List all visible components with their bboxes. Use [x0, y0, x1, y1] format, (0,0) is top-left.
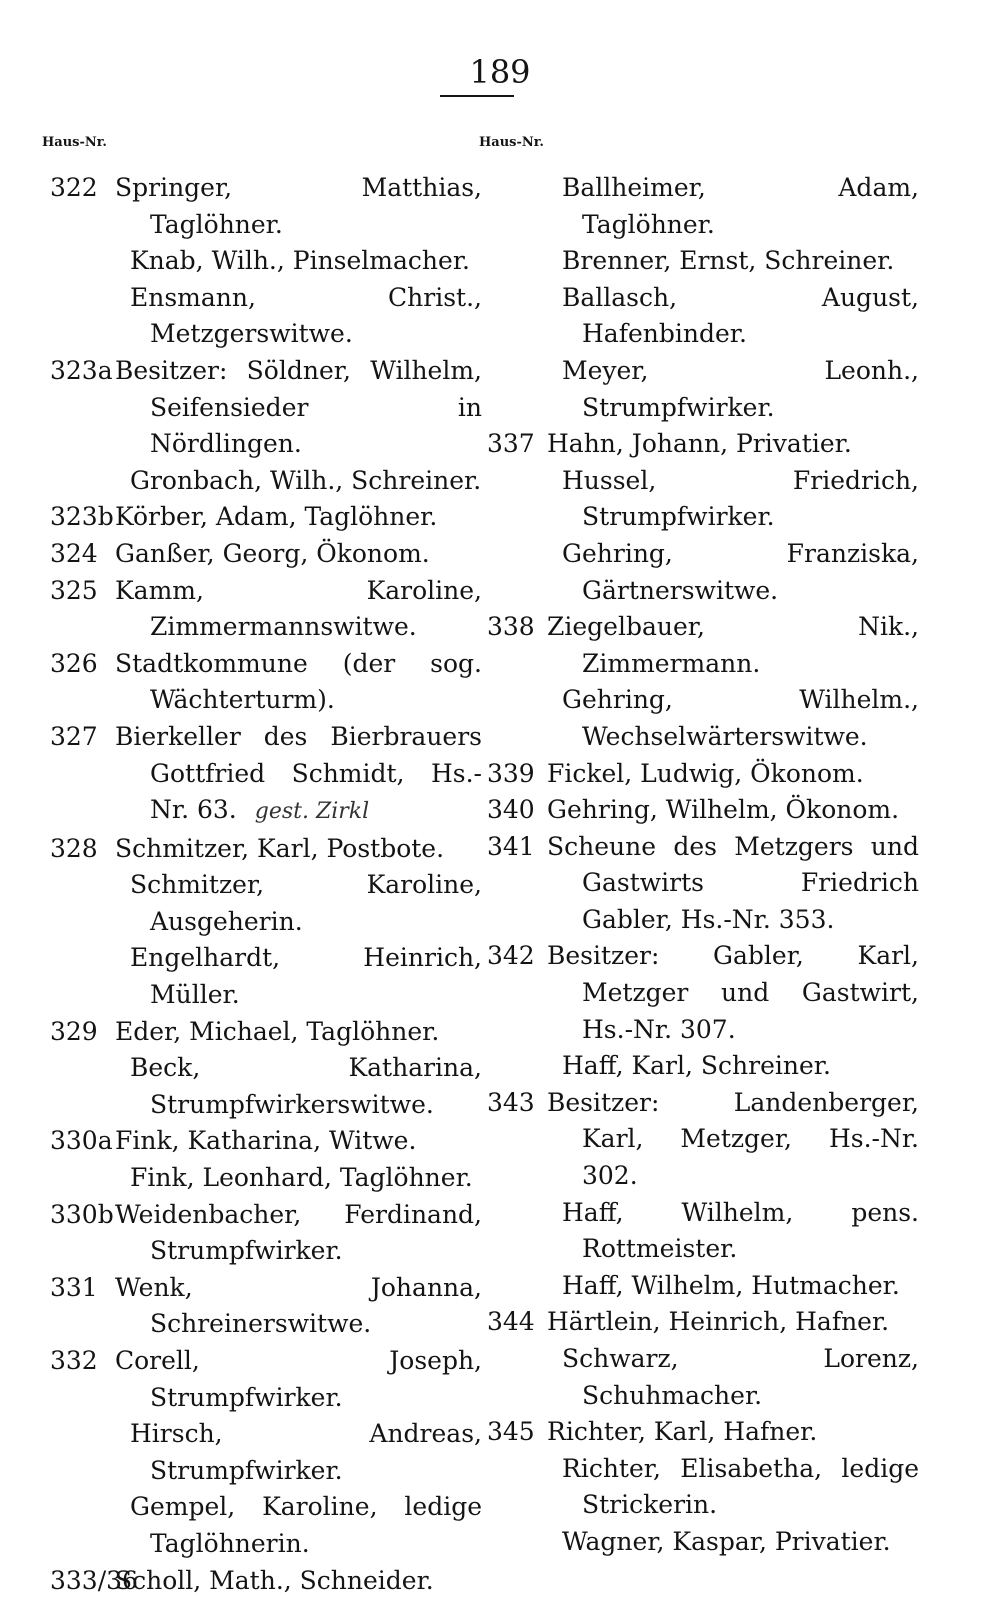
- resident-text: Härtlein, Heinrich, Hafner.: [547, 1307, 890, 1337]
- house-number: 337: [487, 429, 535, 459]
- directory-entry: [487, 938, 919, 1048]
- house-number: 323a: [50, 355, 113, 385]
- right-entries: [487, 170, 919, 1561]
- house-number: 330b: [50, 1199, 114, 1229]
- resident-text: Ganßer, Georg, Ökonom.: [115, 538, 430, 568]
- resident-text: Eder, Michael, Taglöhner.: [115, 1016, 440, 1046]
- house-number: 323b: [50, 502, 114, 532]
- directory-entry: [50, 1050, 482, 1123]
- resident-text: Gehring, Wilhelm, Ökonom.: [547, 795, 900, 825]
- resident-text: Stadtkommune (der sog. Wächterturm).: [115, 648, 482, 715]
- resident-text: Besitzer: Landenberger, Karl, Metzger, Hs.-Nr. 302.: [547, 1087, 919, 1191]
- house-number: 328: [50, 833, 98, 863]
- directory-entry: [487, 353, 919, 426]
- house-number: 326: [50, 648, 98, 678]
- resident-text: Beck, Katharina, Strumpfwirkerswitwe.: [130, 1053, 482, 1119]
- resident-text: Hirsch, Andreas, Strumpfwirker.: [130, 1419, 482, 1485]
- directory-entry: [50, 536, 482, 573]
- resident-text: Corell, Joseph, Strumpfwirker.: [115, 1346, 482, 1412]
- directory-entry: [487, 1451, 919, 1524]
- house-number: 340: [487, 795, 535, 825]
- house-number: 344: [487, 1307, 535, 1337]
- right-column: [479, 135, 919, 1561]
- resident-text: Scholl, Math., Schneider.: [115, 1565, 434, 1595]
- resident-text: Wagner, Kaspar, Privatier.: [562, 1526, 891, 1556]
- directory-entry: [487, 792, 919, 829]
- directory-entry: [487, 170, 919, 243]
- house-number: 339: [487, 758, 535, 788]
- resident-text: Fink, Leonhard, Taglöhner.: [130, 1163, 473, 1193]
- directory-entry: [50, 1197, 482, 1270]
- resident-text: Meyer, Leonh., Strumpfwirker.: [562, 355, 919, 422]
- resident-text: Engelhardt, Heinrich, Müller.: [130, 943, 482, 1010]
- resident-text: Fink, Katharina, Witwe.: [115, 1126, 417, 1156]
- resident-text: Haff, Wilhelm, Hutmacher.: [562, 1270, 900, 1300]
- directory-entry: [50, 867, 482, 940]
- directory-entry: [487, 1195, 919, 1268]
- resident-text: Haff, Wilhelm, pens. Rottmeister.: [562, 1197, 919, 1264]
- house-number: 327: [50, 721, 98, 751]
- directory-entry: [487, 1414, 919, 1451]
- directory-entry: [487, 243, 919, 280]
- directory-entry: [487, 426, 919, 463]
- directory-entry: [487, 1341, 919, 1414]
- directory-entry: [50, 1160, 482, 1197]
- directory-entry: [50, 499, 482, 536]
- handwritten-note: gest. Zirkl: [254, 799, 370, 825]
- resident-text: Gehring, Franziska, Gärtnerswitwe.: [562, 538, 919, 605]
- directory-entry: [487, 280, 919, 353]
- directory-entry: [50, 1123, 482, 1160]
- directory-entry: [50, 353, 482, 463]
- house-number: 325: [50, 575, 98, 605]
- resident-text: Springer, Matthias, Taglöhner.: [115, 173, 482, 239]
- resident-text: Richter, Elisabetha, ledige Strickerin.: [562, 1453, 919, 1520]
- left-entries: [50, 170, 482, 1599]
- resident-text: Ensmann, Christ., Metzgerswitwe.: [130, 282, 482, 349]
- directory-entry: [487, 463, 919, 536]
- resident-text: Ballheimer, Adam, Taglöhner.: [562, 173, 919, 239]
- directory-entry: [50, 243, 482, 280]
- directory-entry: [487, 536, 919, 609]
- directory-entry: [50, 1489, 482, 1562]
- house-number: 333/36: [50, 1565, 138, 1595]
- resident-text: Richter, Karl, Hafner.: [547, 1417, 818, 1447]
- resident-text: Scheune des Metzgers und Gastwirts Friedrich Gabler, Hs.-Nr. 353.: [547, 831, 919, 934]
- resident-text: Weidenbacher, Ferdinand, Strumpfwirker.: [115, 1199, 482, 1266]
- directory-entry: [50, 573, 482, 646]
- house-number: 330a: [50, 1126, 113, 1156]
- right-column-header: Haus-Nr.: [479, 135, 544, 150]
- resident-text: Wenk, Johanna, Schreinerswitwe.: [115, 1272, 482, 1339]
- resident-text: Schmitzer, Karoline, Ausgeherin.: [130, 870, 482, 936]
- directory-entry: [50, 1270, 482, 1343]
- house-number: 342: [487, 941, 535, 971]
- resident-text: Besitzer: Söldner, Wilhelm, Seifensieder in Nördlingen.: [115, 355, 482, 459]
- house-number: 343: [487, 1087, 535, 1117]
- left-column-header: Haus-Nr.: [42, 135, 107, 150]
- directory-entry: [50, 1563, 482, 1599]
- house-number: 332: [50, 1346, 98, 1375]
- resident-text: Schmitzer, Karl, Postbote.: [115, 833, 445, 863]
- house-number: 338: [487, 612, 535, 642]
- resident-text: Gronbach, Wilh., Schreiner.: [130, 465, 482, 495]
- directory-entry: [487, 829, 919, 939]
- directory-entry: [487, 1304, 919, 1341]
- directory-entry: [487, 1524, 919, 1561]
- page-number-underline: [440, 95, 514, 97]
- directory-entry: [50, 463, 482, 500]
- resident-text: Gempel, Karoline, ledige Taglöhnerin.: [130, 1492, 482, 1558]
- house-number: 322: [50, 173, 98, 202]
- resident-text: Schwarz, Lorenz, Schuhmacher.: [562, 1344, 919, 1410]
- resident-text: Ziegelbauer, Nik., Zimmermann.: [547, 612, 919, 678]
- directory-entry: [50, 1416, 482, 1489]
- resident-text: Ballasch, August, Hafenbinder.: [562, 282, 919, 349]
- resident-text: Hahn, Johann, Privatier.: [547, 429, 852, 459]
- resident-text: Gehring, Wilhelm., Wechselwärterswitwe.: [562, 685, 919, 751]
- page-number: 189: [469, 53, 531, 91]
- resident-text: Brenner, Ernst, Schreiner.: [562, 246, 895, 276]
- directory-entry: [487, 609, 919, 682]
- left-column: [42, 135, 482, 1599]
- directory-entry: [50, 1343, 482, 1416]
- directory-entry: [487, 1268, 919, 1305]
- resident-text: Haff, Karl, Schreiner.: [562, 1051, 831, 1081]
- resident-text: Fickel, Ludwig, Ökonom.: [547, 758, 864, 788]
- resident-text: Körber, Adam, Taglöhner.: [115, 502, 438, 532]
- directory-entry: [50, 646, 482, 719]
- directory-entry: [487, 756, 919, 793]
- directory-entry: [50, 940, 482, 1013]
- resident-text: Bierkeller des Bierbrauers Gottfried Schmidt, Hs.-Nr. 63. gest. Zirkl: [115, 721, 482, 825]
- resident-text: Knab, Wilh., Pinselmacher.: [130, 246, 470, 276]
- directory-entry: [50, 1014, 482, 1051]
- directory-entry: [50, 719, 482, 831]
- house-number: 324: [50, 538, 98, 568]
- directory-entry: [50, 831, 482, 868]
- directory-entry: [487, 1085, 919, 1195]
- house-number: 331: [50, 1272, 98, 1302]
- directory-entry: [487, 682, 919, 755]
- directory-entry: [50, 170, 482, 243]
- directory-entry: [50, 280, 482, 353]
- resident-text: Kamm, Karoline, Zimmermannswitwe.: [115, 575, 482, 642]
- house-number: 345: [487, 1417, 535, 1447]
- resident-text: Besitzer: Gabler, Karl, Metzger und Gastwirt, Hs.-Nr. 307.: [547, 941, 919, 1044]
- directory-entry: [487, 1048, 919, 1085]
- house-number: 341: [487, 831, 535, 861]
- resident-text: Hussel, Friedrich, Strumpfwirker.: [562, 465, 919, 532]
- house-number: 329: [50, 1016, 98, 1046]
